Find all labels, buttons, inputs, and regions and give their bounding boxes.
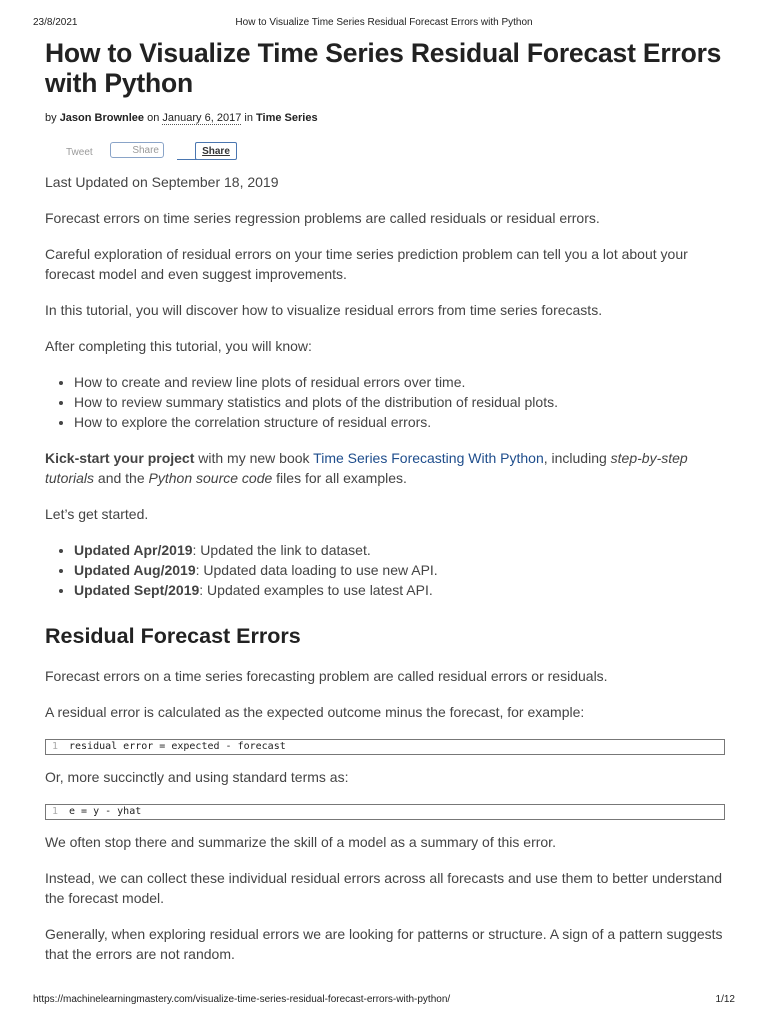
code-block-1[interactable] <box>45 739 725 755</box>
byline-by: by <box>45 112 57 124</box>
share-underline <box>177 159 197 160</box>
print-date: 23/8/2021 <box>33 17 78 28</box>
update-label: Updated Apr/2019 <box>74 542 193 558</box>
update-item <box>74 540 725 560</box>
code-text: residual error = expected - forecast <box>69 741 286 752</box>
kickstart-text-4: files for all examples. <box>272 470 407 486</box>
code-line-number: 1 <box>52 741 59 752</box>
section-paragraph-1: Forecast errors on a time series forecasting problem are called residual errors or residuals. <box>45 668 608 684</box>
code-line-number: 1 <box>52 806 59 817</box>
update-item <box>74 560 725 580</box>
kickstart-text-2: , including <box>543 450 611 466</box>
last-updated: Last Updated on September 18, 2019 <box>45 174 279 190</box>
updates-list <box>45 540 725 600</box>
kickstart-paragraph <box>45 448 725 488</box>
share-button-2[interactable]: Share <box>195 142 237 160</box>
update-label: Updated Sept/2019 <box>74 582 200 598</box>
section-paragraph-5: Instead, we can collect these individual residual errors across all forecasts and use them to better understand the forecast model. <box>45 870 723 906</box>
section-paragraph-3: Or, more succinctly and using standard terms as: <box>45 769 349 785</box>
update-label: Updated Aug/2019 <box>74 562 196 578</box>
code-block-2[interactable] <box>45 804 725 820</box>
intro-paragraph-2: Careful exploration of residual errors on your time series prediction problem can tell you a lot about your forecast model and even suggest improvements. <box>45 246 688 282</box>
list-item: • How to create and review line plots of residual errors over time. <box>74 372 725 392</box>
kickstart-em-2: Python source code <box>148 470 273 486</box>
update-item <box>74 580 725 600</box>
book-link[interactable]: Time Series Forecasting With Python <box>313 450 544 466</box>
section-paragraph-4: We often stop there and summarize the skill of a model as a summary of this error. <box>45 834 556 850</box>
update-text: : Updated the link to dataset. <box>192 542 371 558</box>
intro-paragraph-4: After completing this tutorial, you will know: <box>45 338 312 354</box>
update-text: : Updated examples to use latest API. <box>199 582 433 598</box>
print-url: https://machinelearningmastery.com/visualize-time-series-residual-forecast-errors-with-python/ <box>33 994 451 1005</box>
list-item: • How to explore the correlation structure of residual errors. <box>74 412 725 432</box>
section-heading: Residual Forecast Errors <box>45 624 301 648</box>
update-text: : Updated data loading to use new API. <box>195 562 438 578</box>
share-button-1[interactable]: Share <box>110 142 164 158</box>
intro-paragraph-1: Forecast errors on time series regression problems are called residuals or residual errors. <box>45 210 600 226</box>
share-row <box>45 142 725 164</box>
code-text: e = y - yhat <box>69 806 142 817</box>
section-paragraph-6: Generally, when exploring residual errors we are looking for patterns or structure. A sign of a pattern suggests that the errors are not random. <box>45 926 723 962</box>
kickstart-em-1: step-by-step tutorials <box>45 450 688 486</box>
print-title: How to Visualize Time Series Residual Forecast Errors with Python <box>235 17 533 28</box>
author-link[interactable]: Jason Brownlee <box>59 112 145 124</box>
intro-paragraph-3: In this tutorial, you will discover how to visualize residual errors from time series forecasts. <box>45 302 603 318</box>
page-number: 1/12 <box>715 994 735 1005</box>
kickstart-text-3: and the <box>94 470 149 486</box>
byline-in: in <box>244 112 253 124</box>
section-paragraph-2: A residual error is calculated as the expected outcome minus the forecast, for example: <box>45 704 585 720</box>
print-header <box>33 17 735 31</box>
kickstart-text-1: with my new book <box>194 450 314 466</box>
kickstart-bold: Kick-start your project <box>45 450 195 466</box>
list-item: • How to review summary statistics and plots of the distribution of residual plots. <box>74 392 725 412</box>
tweet-button[interactable]: Tweet <box>66 147 93 158</box>
byline <box>45 112 725 124</box>
lets-get-started: Let’s get started. <box>45 506 149 522</box>
article-content <box>45 38 725 964</box>
learning-outcomes-list <box>45 372 725 432</box>
byline-on: on <box>147 112 160 124</box>
print-footer <box>33 994 735 1008</box>
article-title: How to Visualize Time Series Residual Forecast Errors with Python <box>45 38 722 98</box>
category-link[interactable]: Time Series <box>256 112 318 124</box>
publish-date: January 6, 2017 <box>162 112 242 124</box>
